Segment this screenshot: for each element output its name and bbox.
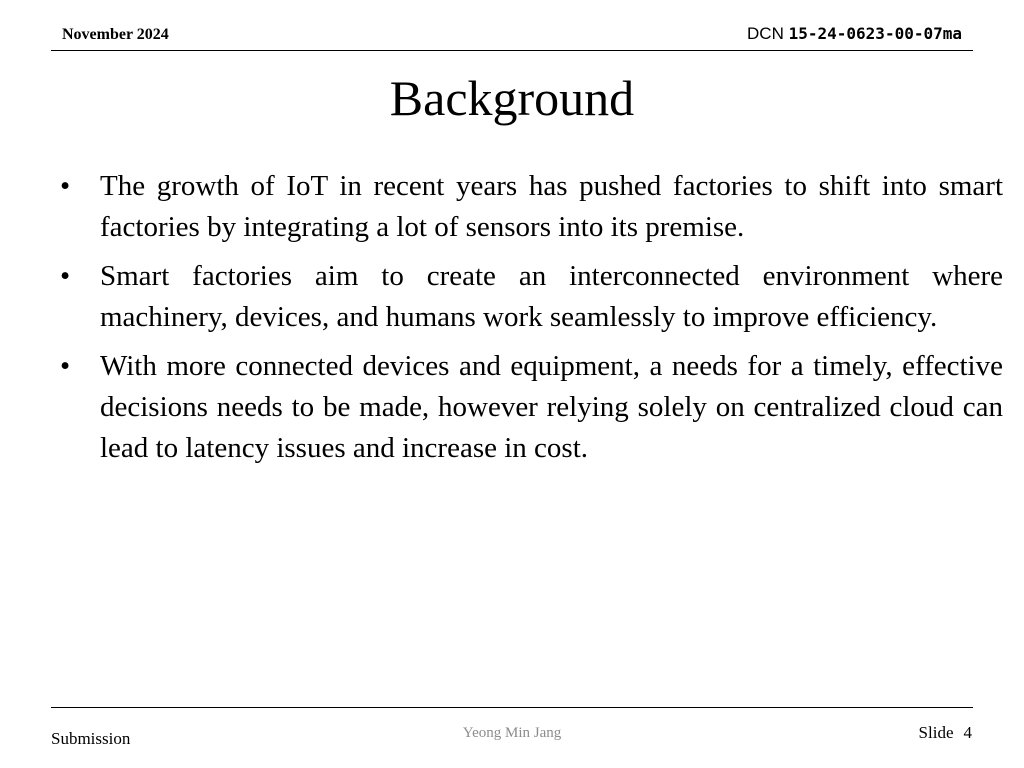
slide-label: Slide bbox=[918, 723, 954, 742]
bullet-list bbox=[60, 166, 1003, 477]
bullet-point-icon: • bbox=[60, 260, 71, 292]
footer-author: Yeong Min Jang bbox=[462, 725, 562, 741]
header-divider bbox=[51, 50, 973, 51]
document-control-number bbox=[747, 24, 962, 44]
bullet-text: Smart factories aim to create an interconnected environment where machinery, devices, and humans work seamlessly to improve efficiency. bbox=[100, 260, 1003, 333]
bullet-point-icon: • bbox=[60, 350, 71, 382]
slide-number bbox=[919, 723, 972, 743]
bullet-text: The growth of IoT in recent years has pushed factories to shift into smart factories by integrating a lot of sensors into its premise. bbox=[100, 170, 1003, 243]
bullet-text: With more connected devices and equipment, a needs for a timely, effective decisions needs to be made, however relying solely on centralized cloud can lead to latency issues and increase in cost. bbox=[100, 350, 1003, 464]
bullet-item bbox=[60, 166, 1003, 248]
dcn-prefix: DCN bbox=[747, 24, 784, 43]
footer-submission: Submission bbox=[51, 729, 131, 748]
bullet-point-icon: • bbox=[60, 170, 71, 202]
bullet-item bbox=[60, 346, 1003, 469]
bullet-item bbox=[60, 256, 1003, 338]
footer-divider bbox=[51, 707, 973, 708]
slide-page-number: 4 bbox=[963, 723, 972, 742]
dcn-number: 15-24-0623-00-07ma bbox=[788, 24, 962, 43]
slide-title: Background bbox=[389, 70, 635, 126]
header-date: November 2024 bbox=[62, 26, 169, 43]
